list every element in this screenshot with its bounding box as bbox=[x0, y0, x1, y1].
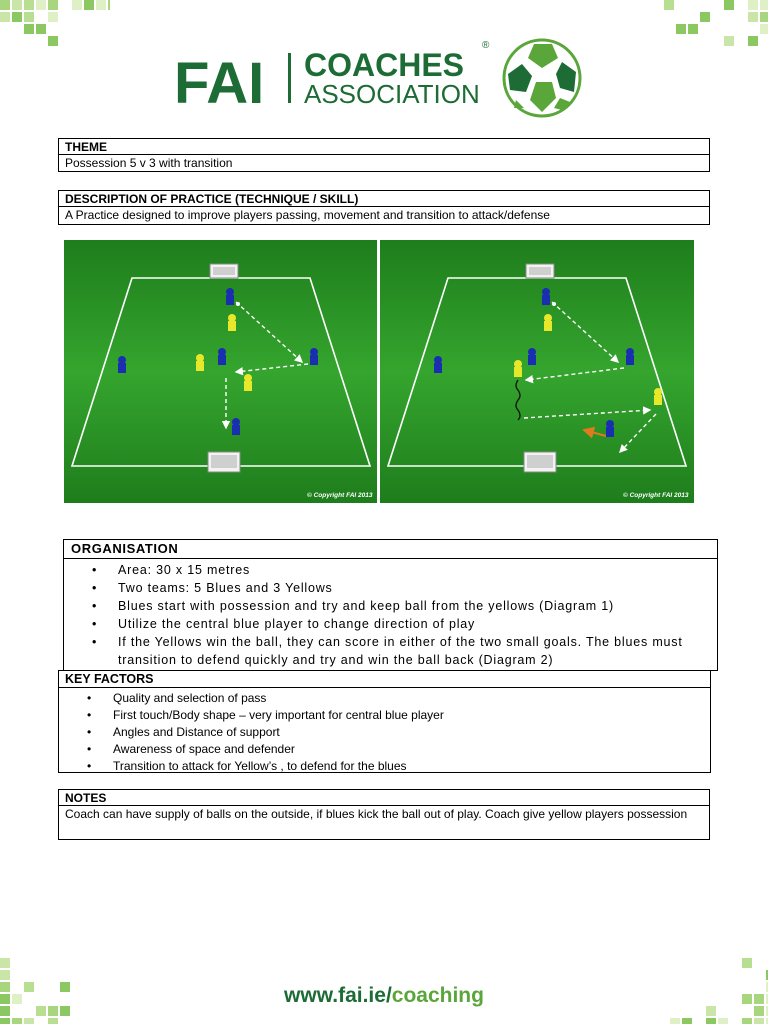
key-factors-box bbox=[58, 670, 711, 773]
key-factors-heading: KEY FACTORS bbox=[59, 671, 710, 688]
blue-player bbox=[218, 348, 226, 365]
mosaic-tile bbox=[24, 1018, 34, 1024]
mosaic-tile bbox=[664, 0, 674, 10]
bullet: • bbox=[87, 691, 92, 705]
list-item: • Angles and Distance of support bbox=[87, 725, 280, 739]
description-heading: DESCRIPTION OF PRACTICE (TECHNIQUE / SKILL) bbox=[59, 191, 709, 207]
practice-diagrams bbox=[64, 240, 694, 503]
blue-player bbox=[310, 348, 318, 365]
mosaic-tile bbox=[700, 12, 710, 22]
theme-box bbox=[58, 138, 710, 172]
bullet: • bbox=[92, 563, 98, 577]
mosaic-tile bbox=[24, 0, 34, 10]
mosaic-tile bbox=[48, 0, 58, 10]
mosaic-tile bbox=[688, 24, 698, 34]
small-goal-bottom bbox=[524, 452, 556, 472]
bullet: • bbox=[87, 759, 92, 773]
blue-player bbox=[542, 288, 550, 305]
mosaic-tile bbox=[760, 24, 768, 34]
logo-coaches-text: COACHES bbox=[304, 47, 465, 83]
mosaic-tile bbox=[48, 36, 58, 46]
list-item: • If the Yellows win the ball, they can score in either of the two small goals. The blues must transition to defend quickly and try and win the ball back (Diagram 2) bbox=[92, 635, 683, 667]
mosaic-tile bbox=[724, 0, 734, 10]
mosaic-tile bbox=[748, 0, 758, 10]
theme-text: Possession 5 v 3 with transition bbox=[65, 156, 233, 170]
notes-box bbox=[58, 789, 710, 840]
diagram-2-copyright: © Copyright FAI 2013 bbox=[623, 492, 689, 499]
registered-mark: ® bbox=[482, 40, 490, 51]
mosaic-tile bbox=[742, 1018, 752, 1024]
mosaic-tile bbox=[12, 12, 22, 22]
ball-icon bbox=[552, 302, 556, 306]
mosaic-tile bbox=[36, 24, 46, 34]
mosaic-tile bbox=[754, 1018, 764, 1024]
description-box bbox=[58, 190, 710, 225]
list-item: • Quality and selection of pass bbox=[87, 691, 267, 705]
mosaic-tile bbox=[670, 1018, 680, 1024]
small-goal-top bbox=[526, 264, 554, 278]
bullet: • bbox=[92, 599, 98, 613]
fai-coaches-association-logo bbox=[172, 28, 602, 123]
ball-icon bbox=[236, 302, 240, 306]
bullet: • bbox=[87, 742, 92, 756]
mosaic-tile bbox=[12, 0, 22, 10]
footer-url-link[interactable]: www.fai.ie/coaching bbox=[284, 984, 484, 1007]
corner-mosaic-bottom-right bbox=[658, 934, 768, 1024]
diagram-1 bbox=[64, 240, 377, 503]
blue-player bbox=[528, 348, 536, 365]
yellow-player bbox=[196, 354, 204, 371]
mosaic-tile bbox=[36, 0, 46, 10]
mosaic-tile bbox=[682, 1018, 692, 1024]
bullet: • bbox=[92, 635, 98, 649]
corner-mosaic-bottom-left bbox=[0, 934, 130, 1024]
mosaic-tile bbox=[96, 0, 106, 10]
organisation-list bbox=[64, 561, 717, 669]
mosaic-tile bbox=[12, 1018, 22, 1024]
mosaic-tile bbox=[108, 0, 110, 10]
logo-association-text: ASSOCIATION bbox=[304, 79, 480, 109]
mosaic-tile bbox=[0, 12, 10, 22]
mosaic-tile bbox=[0, 0, 10, 10]
corner-mosaic-top-left bbox=[0, 0, 110, 60]
diagram-2 bbox=[380, 240, 694, 503]
mosaic-tile bbox=[718, 1018, 728, 1024]
diagram-1-copyright: © Copyright FAI 2013 bbox=[307, 492, 373, 499]
bullet: • bbox=[92, 581, 98, 595]
mosaic-tile bbox=[0, 970, 10, 980]
key-factors-list bbox=[59, 690, 710, 775]
mosaic-tile bbox=[24, 12, 34, 22]
small-goal-top bbox=[210, 264, 238, 278]
football-icon bbox=[504, 40, 580, 116]
mosaic-tile bbox=[760, 12, 768, 22]
mosaic-tile bbox=[724, 36, 734, 46]
yellow-player bbox=[228, 314, 236, 331]
mosaic-tile bbox=[742, 958, 752, 968]
logo-fai-text: FAI bbox=[174, 51, 265, 116]
mosaic-tile bbox=[748, 12, 758, 22]
yellow-player bbox=[654, 388, 662, 405]
list-item: • Utilize the central blue player to change direction of play bbox=[92, 617, 476, 631]
mosaic-tile bbox=[72, 0, 82, 10]
mosaic-tile bbox=[748, 36, 758, 46]
blue-player bbox=[606, 420, 614, 437]
yellow-player bbox=[544, 314, 552, 331]
mosaic-tile bbox=[760, 0, 768, 10]
mosaic-tile bbox=[48, 1018, 58, 1024]
blue-player bbox=[118, 356, 126, 373]
notes-text: Coach can have supply of balls on the outside, if blues kick the ball out of play. Coach give yellow players possession bbox=[65, 807, 688, 821]
bullet: • bbox=[87, 725, 92, 739]
list-item: • Transition to attack for Yellow’s , to defend for the blues bbox=[87, 759, 407, 773]
small-goal-bottom bbox=[208, 452, 240, 472]
list-item: • Blues start with possession and try and keep ball from the yellows (Diagram 1) bbox=[92, 599, 614, 613]
organisation-box bbox=[63, 539, 718, 671]
mosaic-tile bbox=[48, 12, 58, 22]
list-item: • First touch/Body shape – very important for central blue player bbox=[87, 708, 444, 722]
blue-player bbox=[434, 356, 442, 373]
theme-heading: THEME bbox=[59, 139, 709, 155]
notes-heading: NOTES bbox=[59, 790, 709, 806]
mosaic-tile bbox=[0, 958, 10, 968]
mosaic-tile bbox=[706, 1018, 716, 1024]
mosaic-tile bbox=[676, 24, 686, 34]
mosaic-tile bbox=[84, 0, 94, 10]
blue-player bbox=[626, 348, 634, 365]
bullet: • bbox=[92, 617, 98, 631]
blue-player bbox=[226, 288, 234, 305]
blue-player bbox=[232, 418, 240, 435]
corner-mosaic-top-right bbox=[628, 0, 768, 60]
mosaic-tile bbox=[0, 1018, 10, 1024]
mosaic-tile bbox=[24, 24, 34, 34]
yellow-player bbox=[514, 360, 522, 377]
description-text: A Practice designed to improve players passing, movement and transition to attack/defense bbox=[65, 208, 550, 222]
yellow-player bbox=[244, 374, 252, 391]
list-item: • Area: 30 x 15 metres bbox=[92, 563, 251, 577]
bullet: • bbox=[87, 708, 92, 722]
list-item: • Awareness of space and defender bbox=[87, 742, 295, 756]
organisation-heading: ORGANISATION bbox=[64, 540, 717, 559]
list-item: • Two teams: 5 Blues and 3 Yellows bbox=[92, 581, 333, 595]
